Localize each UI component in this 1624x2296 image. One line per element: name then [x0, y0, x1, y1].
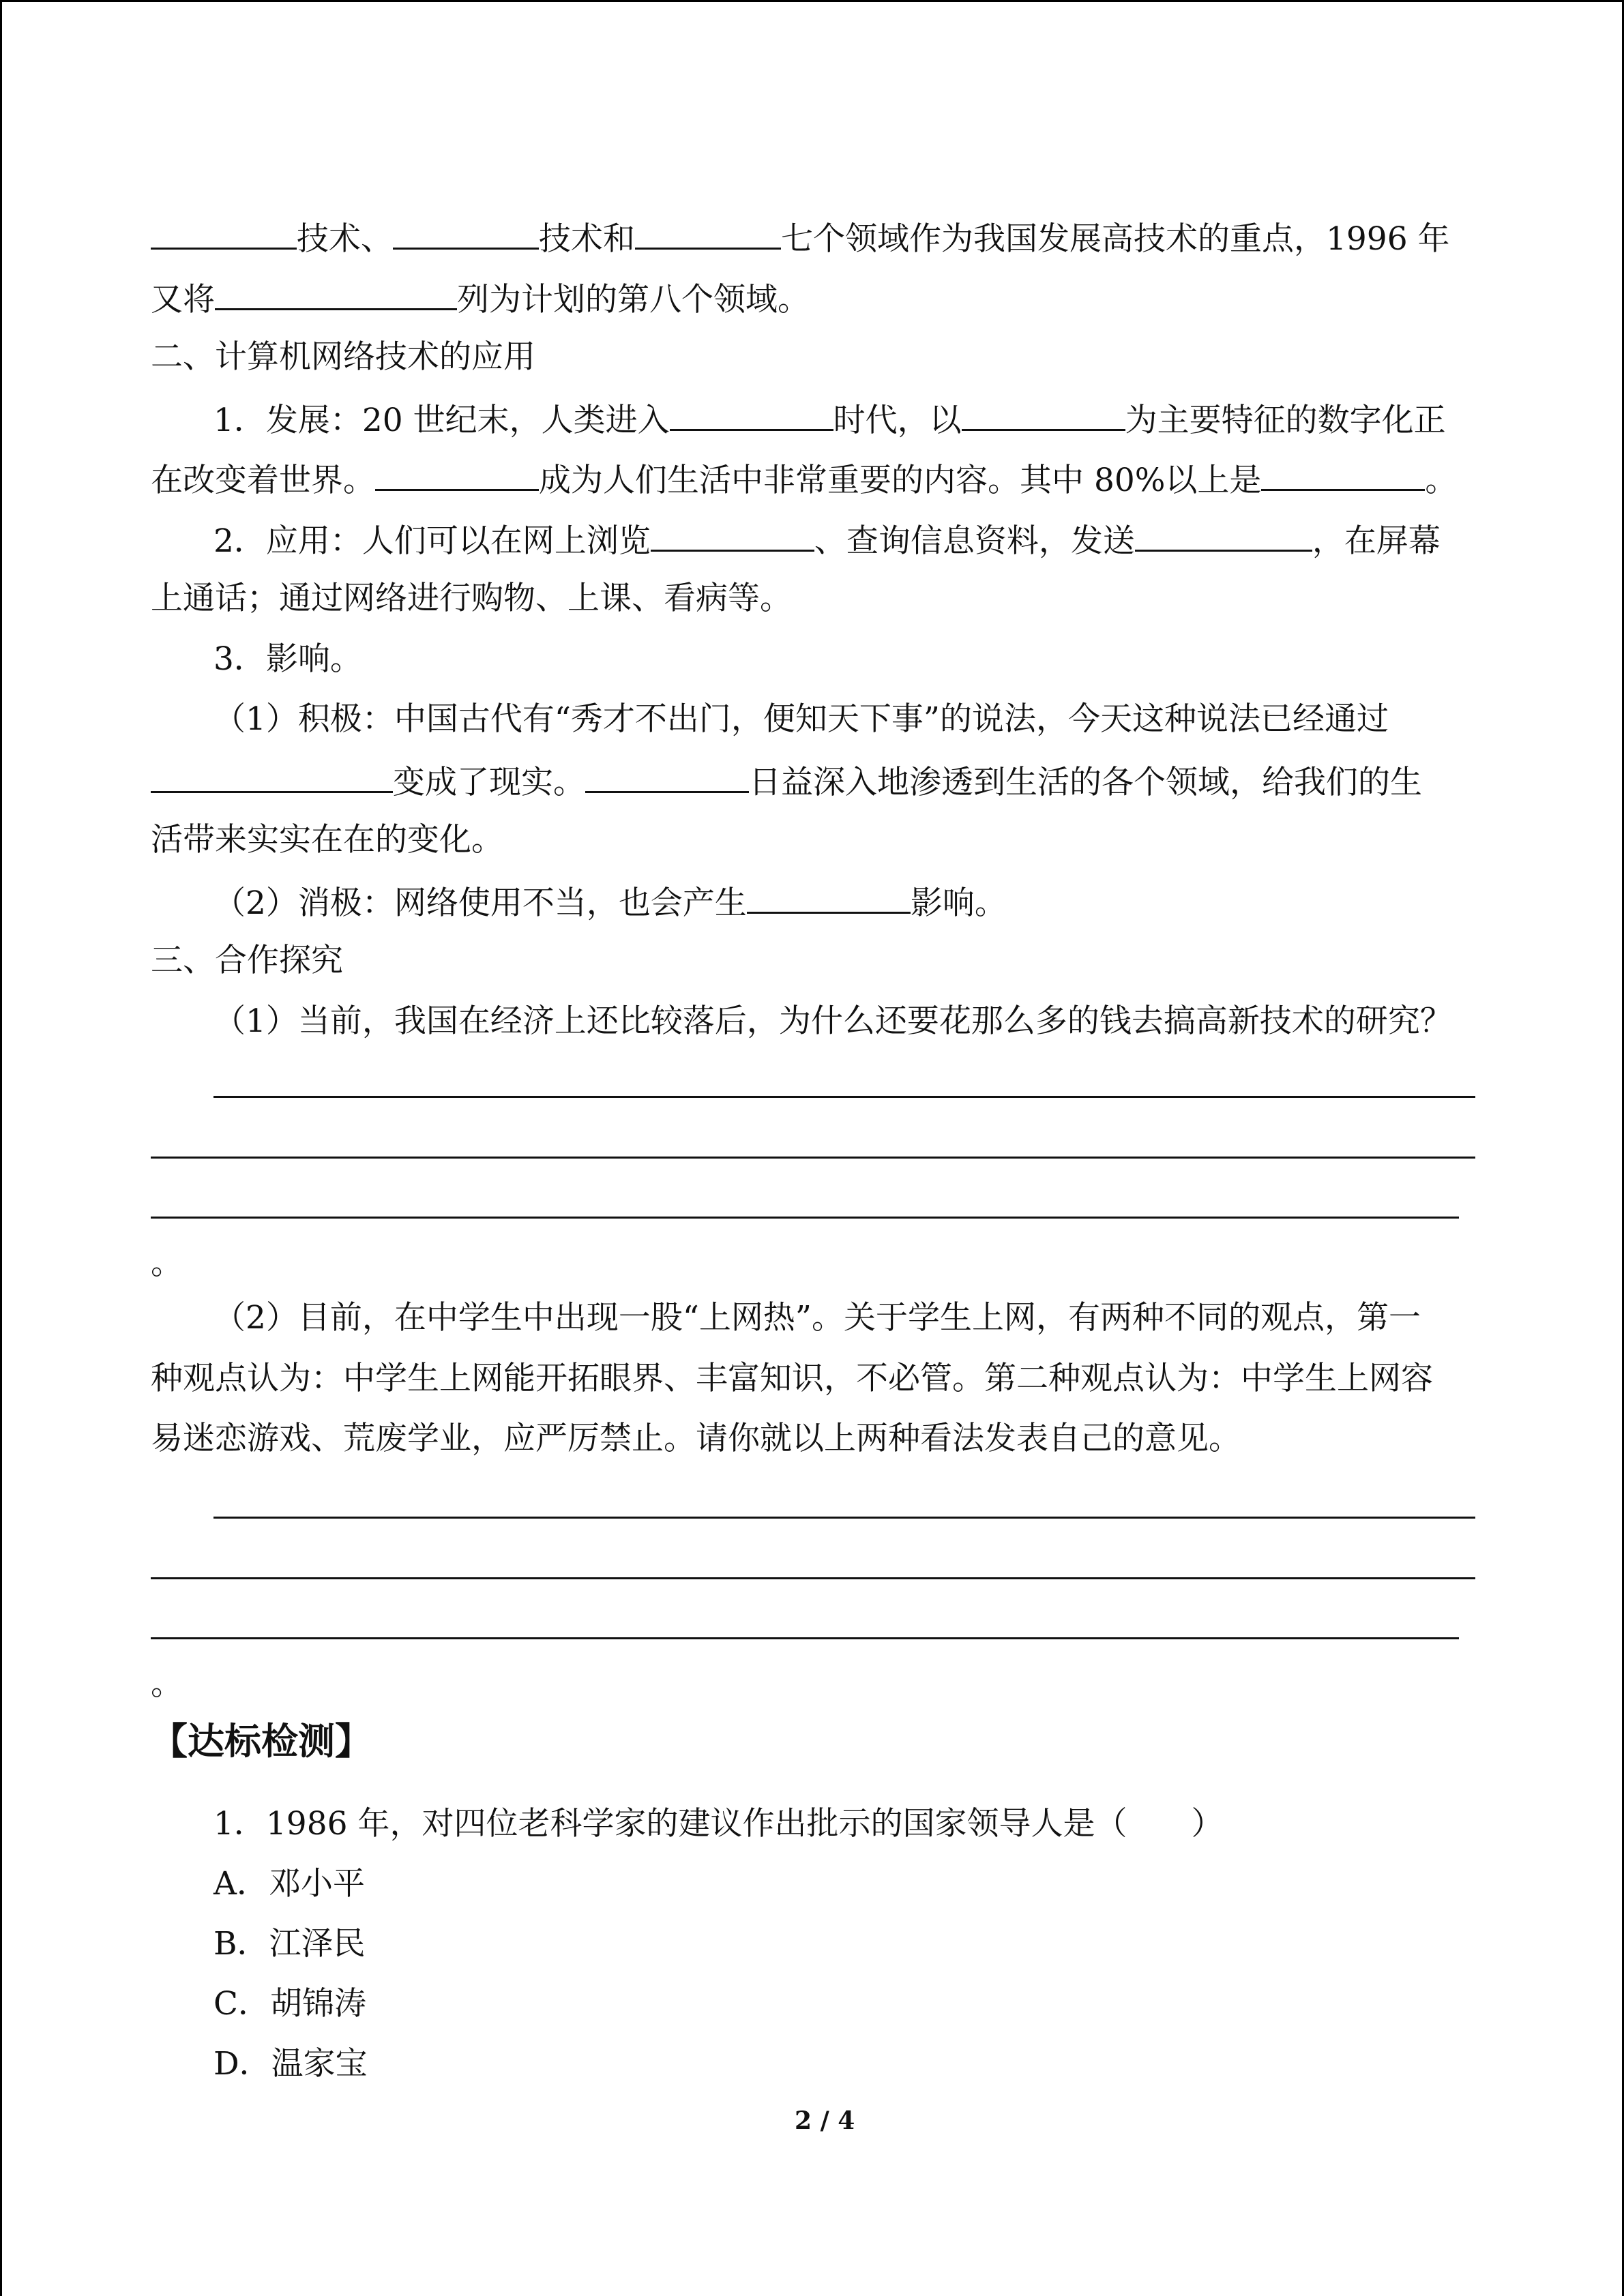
answer-end-mark: 。 — [151, 1244, 183, 1282]
question-2-line-1: （2）目前，在中学生中出现一股“上网热”。关于学生上网，有两种不同的观点，第一 — [213, 1299, 1421, 1337]
para-application-cont: 上通话；通过网络进行购物、上课、看病等。 — [151, 580, 792, 617]
option-b[interactable]: B．江泽民 — [213, 1925, 366, 1963]
para-impact-positive: （1）积极：中国古代有“秀才不出门，便知天下事”的说法，今天这种说法已经通过 — [213, 700, 1389, 738]
text-run: 在改变着世界。 — [151, 462, 375, 499]
blank[interactable] — [962, 398, 1125, 431]
text-run: 影响。 — [910, 884, 1007, 922]
section-heading-2: 二、计算机网络技术的应用 — [151, 338, 535, 376]
text-run: 1．发展：20 世纪末，人类进入 — [213, 402, 670, 439]
section-heading-3: 三、合作探究 — [151, 942, 343, 979]
text-run: 七个领域作为我国发展高技术的重点，1996 年 — [781, 220, 1450, 258]
blank[interactable] — [585, 760, 749, 793]
text-run: 2．应用：人们可以在网上浏览 — [213, 522, 651, 560]
blank[interactable] — [151, 760, 393, 793]
para-development-cont — [151, 458, 1457, 501]
answer-line[interactable] — [151, 1157, 1475, 1159]
para-impact-positive-cont — [151, 760, 1422, 803]
test-heading: 【达标检测】 — [151, 1720, 372, 1763]
para-impact-positive-end: 活带来实实在在的变化。 — [151, 821, 503, 859]
question-1-text: （1）当前，我国在经济上还比较落后，为什么还要花那么多的钱去搞高新技术的研究？ — [213, 1002, 1452, 1040]
blank[interactable] — [651, 518, 814, 552]
option-c[interactable]: C．胡锦涛 — [213, 1985, 366, 2023]
text-run: 为主要特征的数字化正 — [1125, 402, 1446, 439]
text-run: 又将 — [151, 281, 215, 318]
text-run: 时代，以 — [833, 402, 962, 439]
blank[interactable] — [1135, 518, 1312, 552]
text-run: 技术和 — [539, 220, 635, 258]
text-run: 成为人们生活中非常重要的内容。其中 80%以上是 — [539, 462, 1262, 499]
text-run: 日益深入地渗透到生活的各个领域，给我们的生 — [749, 764, 1422, 801]
blank[interactable] — [215, 277, 457, 310]
text-run: （2）消极：网络使用不当，也会产生 — [213, 884, 747, 922]
page-number: 2 / 4 — [795, 2106, 855, 2135]
text-run: 列为计划的第八个领域。 — [457, 281, 810, 318]
test-question-1: 1．1986 年，对四位老科学家的建议作出批示的国家领导人是（ ） — [213, 1805, 1224, 1843]
answer-end-mark: 。 — [151, 1665, 183, 1703]
para-impact-negative — [213, 880, 1007, 924]
answer-line[interactable] — [151, 1577, 1475, 1579]
text-run: 。 — [1425, 462, 1458, 499]
answer-line[interactable] — [151, 1637, 1459, 1639]
question-2-line-3: 易迷恋游戏、荒废学业，应严厉禁止。请你就以上两种看法发表自己的意见。 — [151, 1420, 1241, 1457]
blank[interactable] — [151, 216, 297, 250]
fill-line-2 — [151, 277, 810, 320]
para-development — [213, 398, 1446, 441]
blank[interactable] — [747, 880, 911, 914]
para-impact: 3．影响。 — [213, 640, 362, 678]
answer-line[interactable] — [151, 1217, 1459, 1219]
blank[interactable] — [1261, 458, 1425, 491]
option-d[interactable]: D．温家宝 — [213, 2045, 368, 2083]
question-2-line-2: 种观点认为：中学生上网能开拓眼界、丰富知识，不必管。第二种观点认为：中学生上网容 — [151, 1360, 1433, 1397]
answer-line[interactable] — [213, 1517, 1475, 1519]
blank[interactable] — [393, 216, 539, 250]
text-run: 技术、 — [297, 220, 393, 258]
text-run: 变成了现实。 — [393, 764, 585, 801]
option-a[interactable]: A．邓小平 — [213, 1865, 365, 1903]
blank[interactable] — [635, 216, 781, 250]
blank[interactable] — [375, 458, 539, 491]
fill-line-1 — [151, 216, 1450, 260]
para-application — [213, 518, 1441, 562]
blank[interactable] — [670, 398, 833, 431]
text-run: ，在屏幕 — [1312, 522, 1441, 560]
text-run: 、查询信息资料，发送 — [814, 522, 1135, 560]
answer-line[interactable] — [213, 1096, 1475, 1098]
